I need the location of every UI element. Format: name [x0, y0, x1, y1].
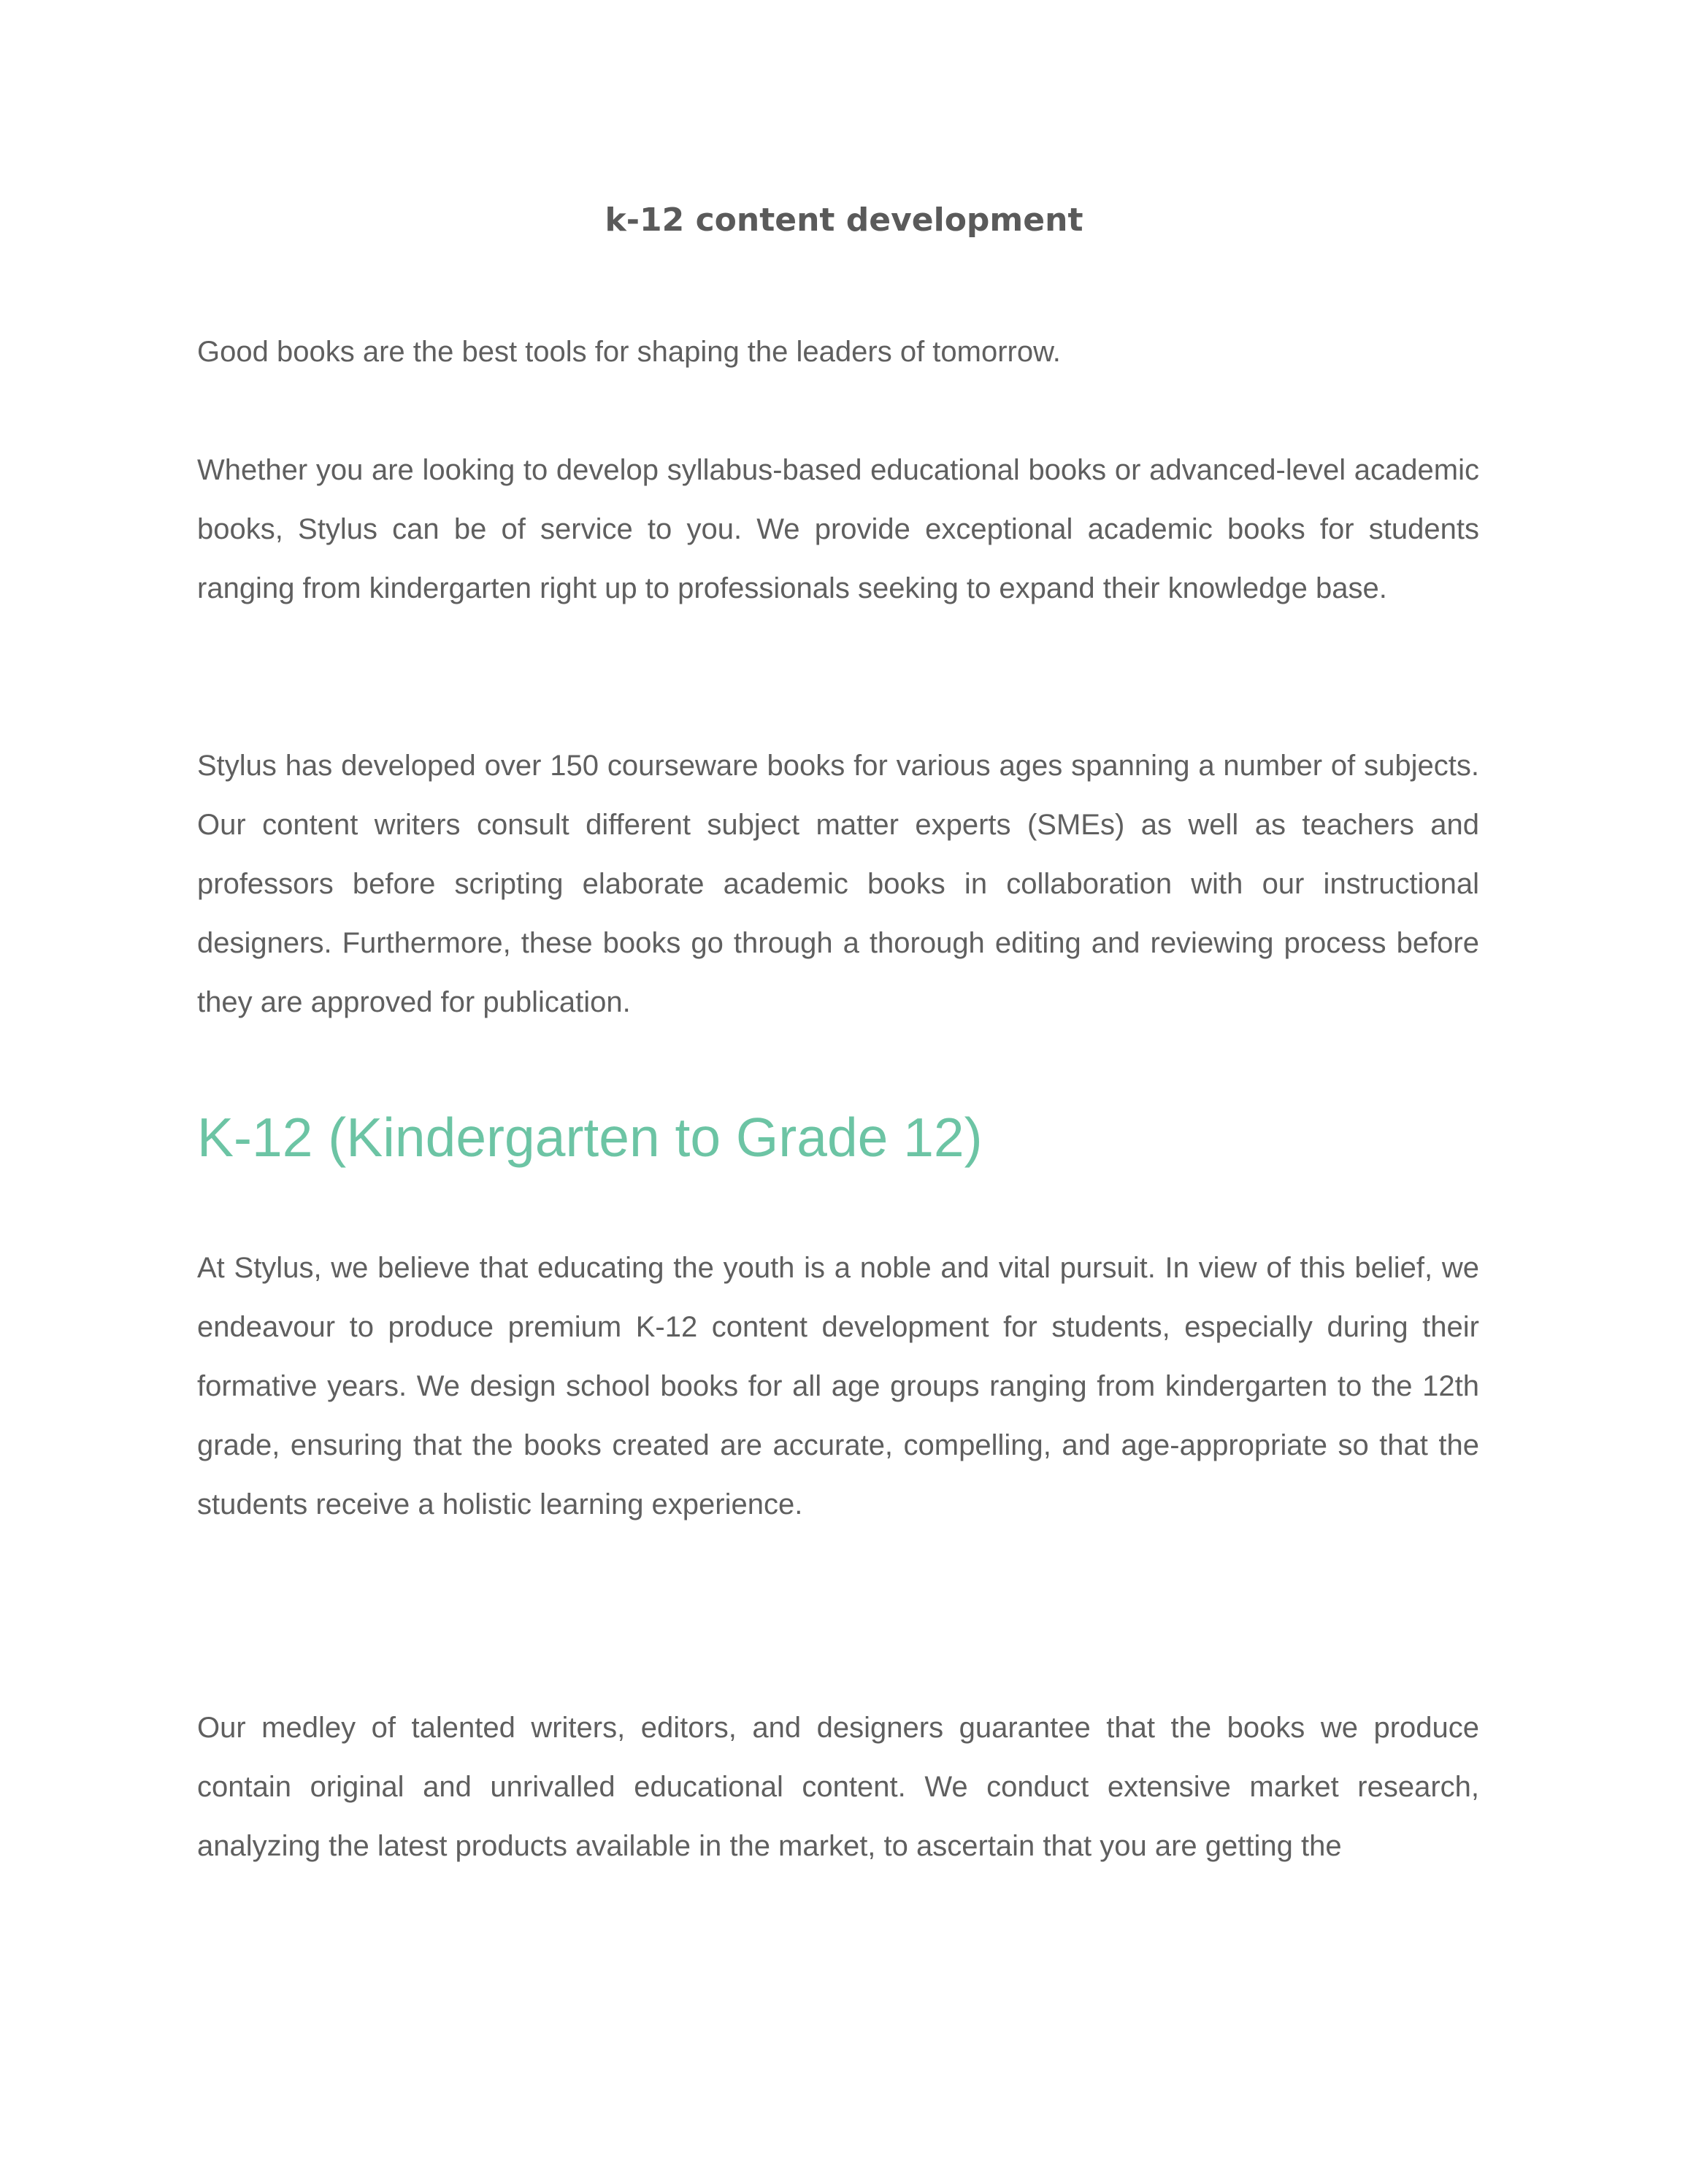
paragraph-academic-books: Whether you are looking to develop syllabus-based educational books or advanced-level academic books, Stylus can be of service to you. We provide exceptional academic books for students ranging from kindergarten right up to professionals seeking to expand their knowledge base.: [197, 454, 1479, 604]
intro-paragraph: Good books are the best tools for shaping the leaders of tomorrow.: [197, 336, 1061, 368]
document-title: k-12 content development: [605, 201, 1083, 239]
paragraph-k12-belief: At Stylus, we believe that educating the youth is a noble and vital pursuit. In view of this belief, we endeavour to produce premium K-12 content development for students, especially during their formative years. We design school books for all age groups ranging from kindergarten to the 12th grade, ensuring that the books created are accurate, compelling, and age-appropriate so that the students receive a holistic learning experience.: [197, 1252, 1479, 1520]
paragraph-writers-editors: Our medley of talented writers, editors, and designers guarantee that the books we produce contain original and unrivalled educational content. We conduct extensive market research, analyzing the latest products available in the market, to ascertain that you are getting the: [197, 1712, 1479, 1862]
section-heading-k12: K-12 (Kindergarten to Grade 12): [197, 1107, 983, 1168]
paragraph-courseware: Stylus has developed over 150 courseware books for various ages spanning a number of subjects. Our content writers consult different subject matter experts (SMEs) as well as teachers and professors before scripting elaborate academic books in collaboration with our instructional designers. Furthermore, these books go through a thorough editing and reviewing process before they are approved for publication.: [197, 750, 1479, 1018]
